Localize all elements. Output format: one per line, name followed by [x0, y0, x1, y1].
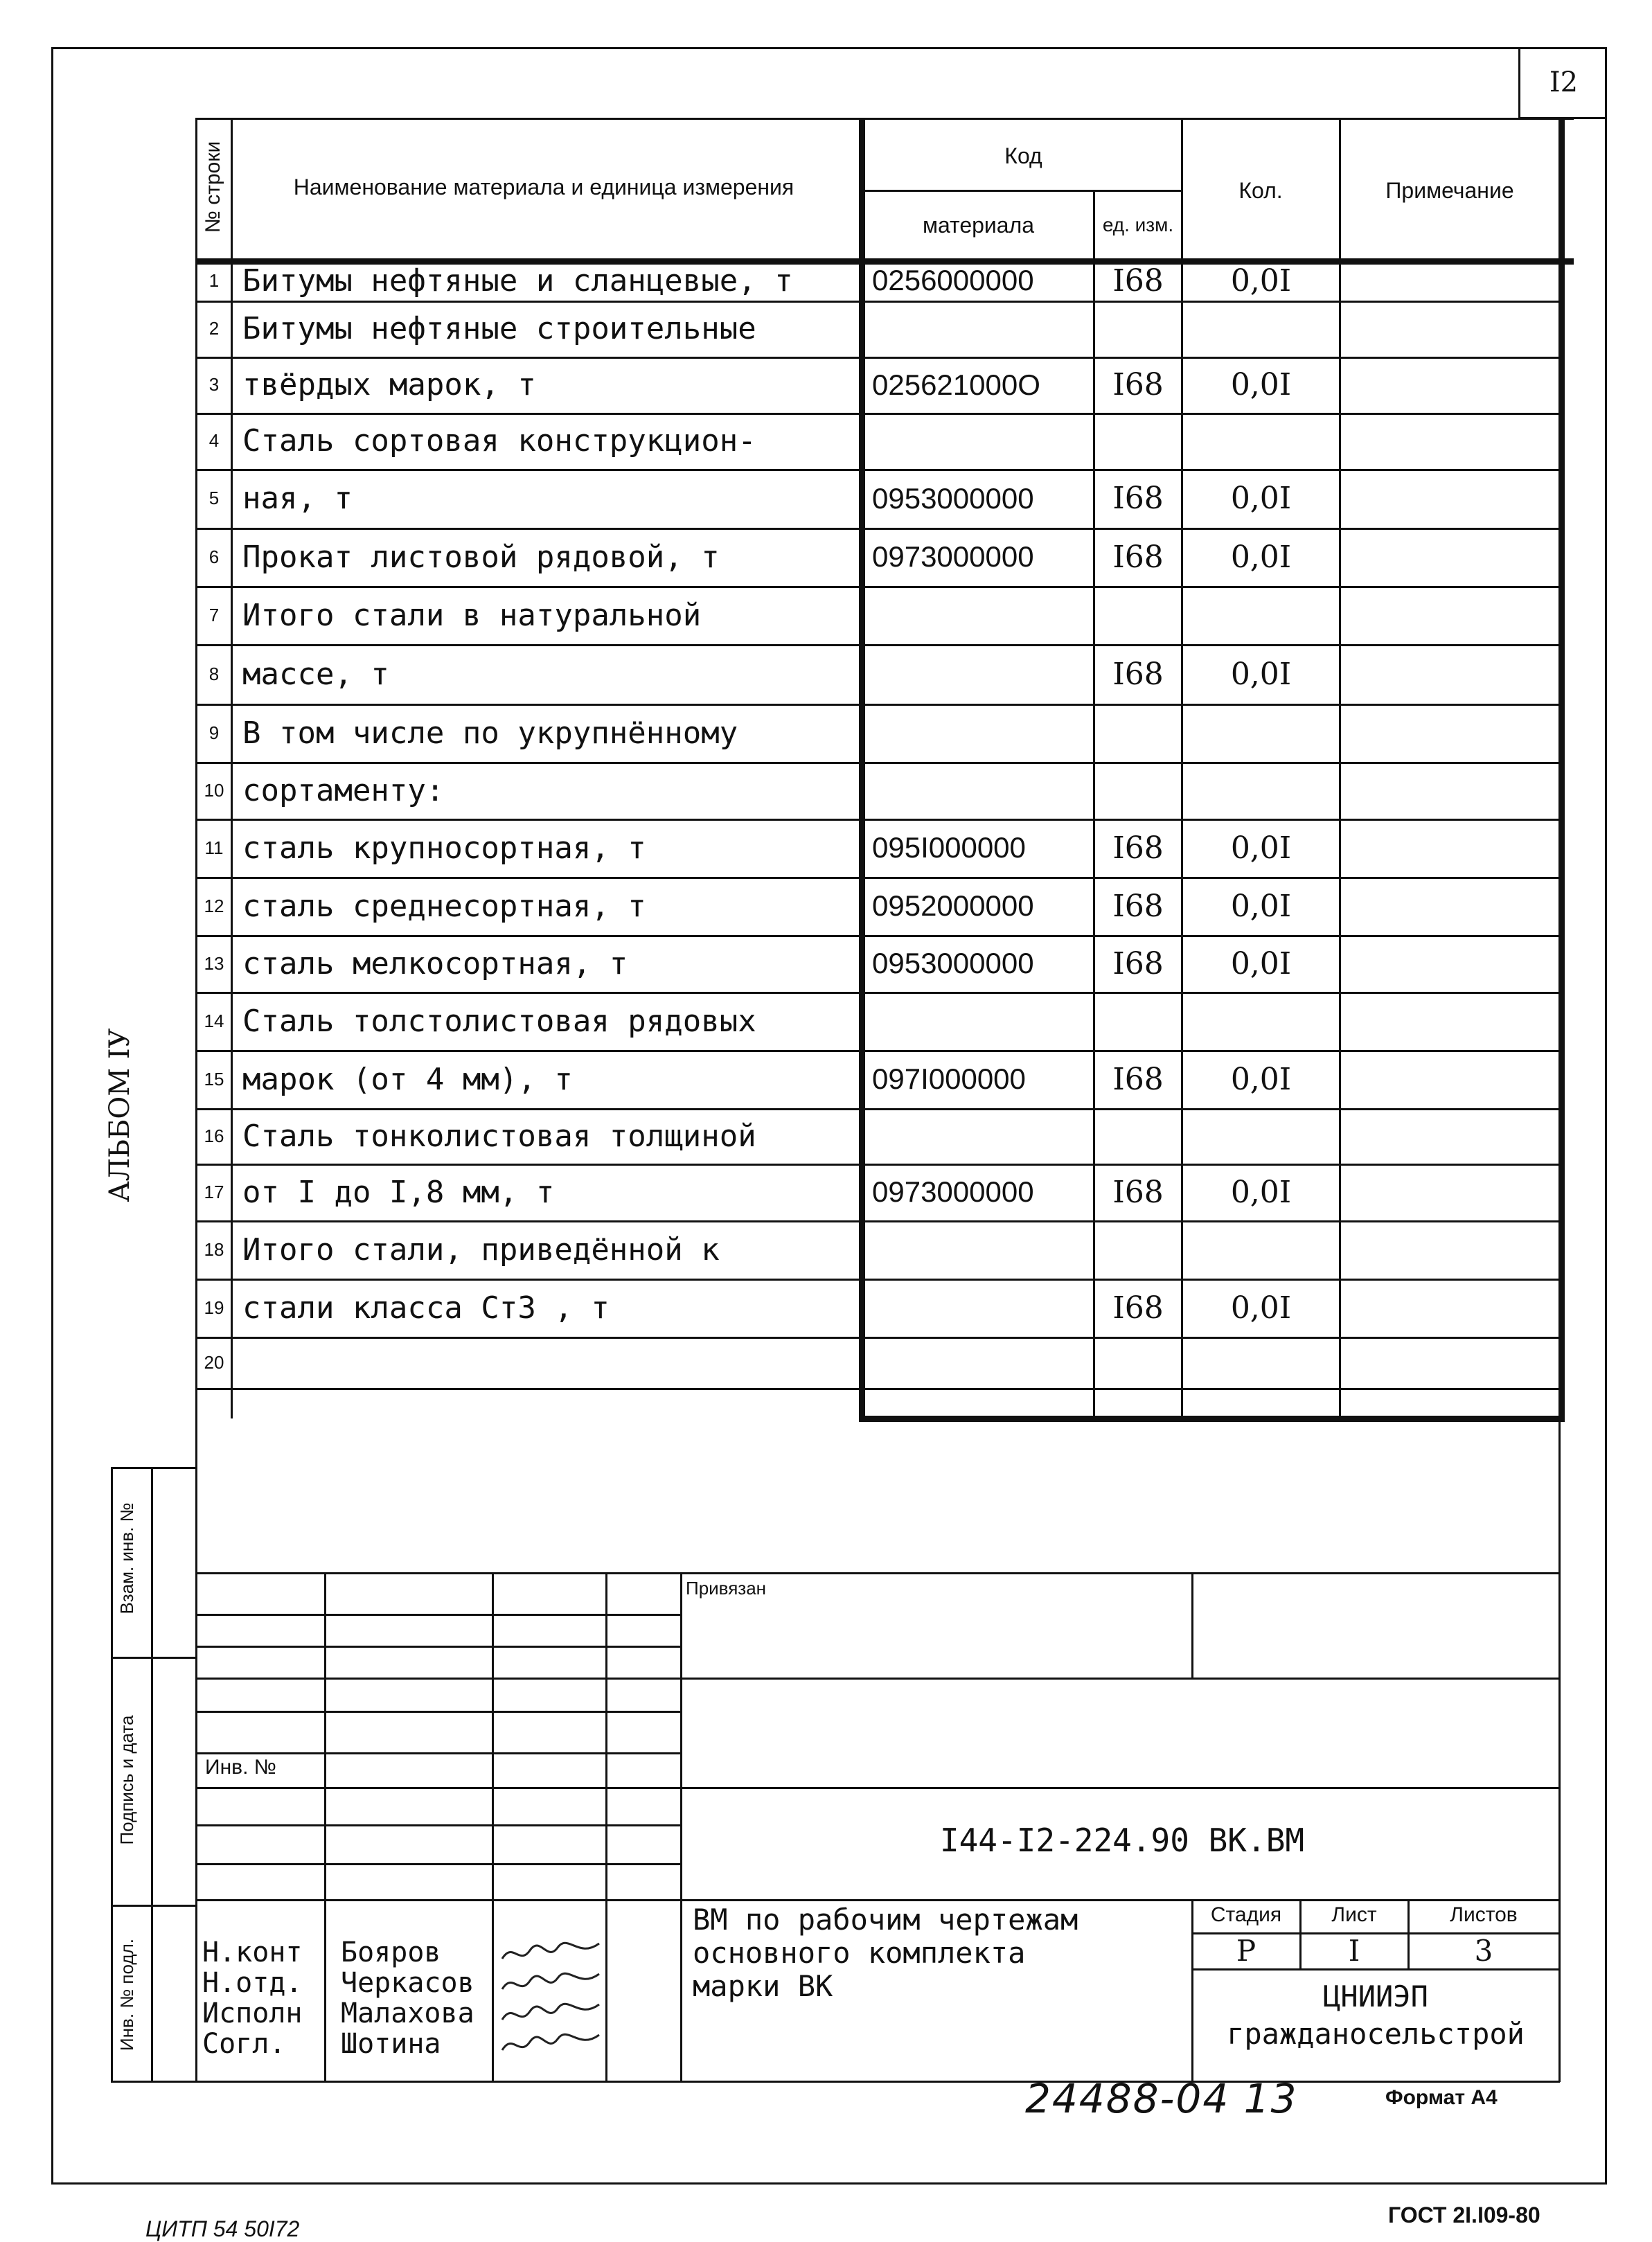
- signature-role: Н.конт: [202, 1937, 303, 1968]
- material-name: сортаменту:: [242, 772, 445, 808]
- quantity: 0,0I: [1230, 1290, 1292, 1326]
- unit-code: [1095, 301, 1181, 357]
- unit-code: I68: [1112, 945, 1164, 981]
- page-number: I2: [1518, 47, 1607, 119]
- document-title: [693, 1903, 1078, 2003]
- sheet-value: I: [1348, 1934, 1360, 1968]
- org-line: гражданосельстрой: [1227, 2017, 1525, 2051]
- quantity: [1183, 1220, 1339, 1279]
- tb-line: [195, 1572, 1560, 1574]
- tb-line: [195, 1824, 680, 1826]
- material-code: [865, 1337, 1100, 1388]
- stage-value: Р: [1236, 1934, 1256, 1968]
- quantity: 0,0I: [1230, 1174, 1292, 1210]
- material-code: [865, 762, 1100, 819]
- material-name: [233, 1337, 866, 1388]
- title-line: марки ВК: [693, 1969, 833, 2003]
- material-name: марок (от 4 мм), т: [242, 1061, 573, 1097]
- quantity: [1183, 1337, 1339, 1388]
- title-line: основного комплекта: [693, 1936, 1026, 1970]
- tb-line: [195, 1899, 1560, 1901]
- format-label: Формат А4: [1385, 2086, 1498, 2109]
- header-name: Наименование материала и единица измерения: [293, 174, 794, 199]
- signature-name: Бояров: [341, 1937, 441, 1968]
- material-code: 025621000О: [872, 368, 1040, 401]
- row-number: 6: [208, 546, 220, 567]
- unit-code: I68: [1112, 830, 1164, 866]
- unit-code: I68: [1112, 539, 1164, 575]
- quantity: [1183, 413, 1339, 469]
- material-name: стали класса Ст3 , т: [242, 1290, 610, 1326]
- material-code: 095I000000: [872, 831, 1026, 864]
- quantity: [1183, 762, 1339, 819]
- material-code: [865, 301, 1100, 357]
- unit-code: [1095, 762, 1181, 819]
- row-number: 4: [208, 430, 220, 451]
- sheets-value: 3: [1474, 1934, 1493, 1968]
- row-number: 3: [208, 374, 220, 395]
- tb-line: [324, 1572, 326, 2082]
- quantity: [1183, 992, 1339, 1050]
- tb-line: [195, 1418, 197, 2082]
- material-code: [865, 1220, 1100, 1279]
- material-code: 0952000000: [872, 889, 1034, 922]
- material-code: 097I000000: [872, 1062, 1026, 1095]
- quantity: 0,0I: [1230, 945, 1292, 981]
- row-number: 13: [204, 952, 224, 974]
- quantity: [1183, 301, 1339, 357]
- row-number: 18: [204, 1238, 224, 1260]
- material-code: 0953000000: [872, 481, 1034, 515]
- unit-code: I68: [1112, 888, 1164, 924]
- material-name: Итого стали в натуральной: [242, 597, 702, 633]
- row-number: 16: [204, 1125, 224, 1146]
- table-right-border: [1558, 118, 1565, 1418]
- privyazan-label: Привязан: [686, 1578, 767, 1599]
- header-row-no: № строки: [202, 141, 224, 233]
- material-code: 0973000000: [872, 1175, 1034, 1208]
- quantity: 0,0I: [1230, 656, 1292, 692]
- material-code: 0953000000: [872, 947, 1034, 979]
- tb-line: [1299, 1899, 1302, 1968]
- side-line: [151, 1467, 153, 2082]
- tb-line: [605, 1572, 607, 2082]
- material-name: В том числе по укрупнённому: [242, 715, 738, 751]
- tb-line: [195, 1752, 680, 1754]
- row-number: 8: [208, 663, 220, 684]
- material-code: [865, 1108, 1100, 1164]
- unit-code: [1095, 413, 1181, 469]
- material-code: [865, 704, 1100, 762]
- tb-line: [195, 1711, 680, 1713]
- side-line: [111, 1657, 197, 1659]
- material-name: Итого стали, приведённой к: [242, 1231, 720, 1267]
- quantity: 0,0I: [1230, 539, 1292, 575]
- signature-name: Шотина: [341, 2028, 441, 2060]
- material-code: 0973000000: [872, 540, 1034, 573]
- material-code: [865, 413, 1100, 469]
- note-divider: [1339, 118, 1341, 1418]
- side-line: [111, 1467, 197, 1469]
- quantity: 0,0I: [1230, 830, 1292, 866]
- unit-code: [1095, 586, 1181, 644]
- row-number: 11: [204, 837, 224, 858]
- podpis-label: Подпись и дата: [116, 1715, 137, 1845]
- material-code: 0256000000: [872, 264, 1034, 296]
- row-number: 7: [208, 604, 220, 625]
- footer-left-code: ЦИТП 54 50I72: [145, 2216, 300, 2241]
- table-top-border: [195, 118, 1574, 120]
- signature-name: Черкасов: [341, 1967, 474, 1999]
- tb-line: [1407, 1899, 1410, 1968]
- unit-code: [1095, 992, 1181, 1050]
- sheets-label: Листов: [1450, 1903, 1518, 1926]
- unit-code: I68: [1112, 1061, 1164, 1097]
- stage-label: Стадия: [1210, 1903, 1282, 1926]
- material-name: сталь крупносортная, т: [242, 830, 646, 866]
- material-code: [865, 586, 1100, 644]
- sheet-label: Лист: [1331, 1903, 1377, 1926]
- side-line: [111, 1467, 113, 2082]
- row-number: 17: [204, 1181, 224, 1202]
- material-name: сталь среднесортная, т: [242, 888, 646, 924]
- organization: [1194, 1978, 1557, 2053]
- header-qty: Кол.: [1238, 177, 1283, 203]
- tb-line: [1558, 1418, 1561, 2082]
- tb-line: [1191, 1968, 1560, 1970]
- org-line: ЦНИИЭП: [1323, 1979, 1428, 2013]
- row-number: 10: [204, 779, 224, 801]
- inv-no-label: Инв. №: [205, 1756, 276, 1779]
- handwritten-signature: [499, 1999, 603, 2029]
- unit-code: I68: [1112, 367, 1164, 402]
- header-unit: ед. изм.: [1102, 214, 1174, 236]
- material-name: Битумы нефтяные и сланцевые, т: [242, 263, 793, 299]
- row-number: 14: [204, 1010, 224, 1031]
- album-label: АЛЬБОМ IУ: [104, 1028, 136, 1202]
- row-number: 20: [204, 1351, 224, 1373]
- tb-line: [111, 2081, 1560, 2083]
- row-number: 19: [204, 1297, 224, 1318]
- unit-code: [1095, 1220, 1181, 1279]
- signature-role: Исполн: [202, 1998, 303, 2029]
- material-name: твёрдых марок, т: [242, 367, 536, 402]
- quantity: [1183, 704, 1339, 762]
- unit-code: I68: [1112, 1290, 1164, 1326]
- row-number: 9: [208, 722, 220, 743]
- code-subheader-line: [859, 190, 1182, 192]
- unit-code: I68: [1112, 481, 1164, 516]
- document-code: I44-I2-224.90 ВК.ВМ: [939, 1822, 1305, 1859]
- row-separator: [195, 1388, 1563, 1390]
- inv-podl-label: Инв. № подл.: [116, 1939, 137, 2051]
- table-bottom-thick: [859, 1416, 1565, 1422]
- handwritten-signature: [499, 1938, 603, 1968]
- quantity: 0,0I: [1230, 263, 1292, 299]
- tb-line: [195, 1863, 680, 1865]
- row-number: 2: [208, 318, 220, 339]
- material-name: Сталь сортовая конструкцион-: [242, 423, 756, 459]
- header-note: Примечание: [1385, 177, 1514, 203]
- signature-role: Согл.: [202, 2028, 286, 2060]
- quantity: 0,0I: [1230, 1061, 1292, 1097]
- tb-line: [1191, 1899, 1193, 2082]
- unit-code: [1095, 704, 1181, 762]
- handwritten-signature: [499, 2029, 603, 2060]
- side-line: [111, 1905, 197, 1907]
- material-name: Сталь толстолистовая рядовых: [242, 1003, 756, 1039]
- unit-code: I68: [1112, 1174, 1164, 1210]
- unit-code: [1095, 1108, 1181, 1164]
- title-line: ВМ по рабочим чертежам: [693, 1903, 1078, 1937]
- material-code: [865, 1279, 1100, 1337]
- header-code: Код: [1004, 143, 1042, 168]
- material-code: [865, 992, 1100, 1050]
- quantity: [1183, 586, 1339, 644]
- signature-name: Малахова: [341, 1998, 474, 2029]
- material-code: [865, 644, 1100, 704]
- quantity: [1183, 1108, 1339, 1164]
- material-name: сталь мелкосортная, т: [242, 945, 628, 981]
- material-name: ная, т: [242, 481, 353, 516]
- vzam-inv-label: Взам. инв. №: [116, 1502, 137, 1614]
- material-name: Прокат листовой рядовой, т: [242, 539, 720, 575]
- material-name: Битумы нефтяные строительные: [242, 311, 756, 346]
- signature-role: Н.отд.: [202, 1967, 303, 1999]
- unit-code: I68: [1112, 263, 1164, 299]
- row-number: 15: [204, 1068, 224, 1089]
- tb-line: [680, 1572, 682, 2082]
- handwritten-number: 24488-04 13: [1025, 2075, 1298, 2122]
- row-number: 12: [204, 895, 224, 916]
- tb-line: [195, 1787, 1560, 1789]
- row-number: 5: [208, 488, 220, 508]
- quantity: 0,0I: [1230, 888, 1292, 924]
- tb-line: [1191, 1572, 1193, 1679]
- material-name: Сталь тонколистовая толщиной: [242, 1118, 756, 1154]
- material-name: массе, т: [242, 656, 389, 692]
- quantity: 0,0I: [1230, 481, 1292, 516]
- quantity: 0,0I: [1230, 367, 1292, 402]
- unit-code: I68: [1112, 656, 1164, 692]
- tb-line: [492, 1572, 494, 2082]
- tb-line: [195, 1678, 1560, 1680]
- handwritten-signature: [499, 1968, 603, 1999]
- header-material: материала: [922, 212, 1035, 238]
- tb-line: [195, 1646, 680, 1648]
- row-number: 1: [208, 269, 220, 291]
- material-name: от I до I,8 мм, т: [242, 1174, 555, 1210]
- unit-code: [1095, 1337, 1181, 1388]
- tb-line: [195, 1614, 680, 1616]
- gost-label: ГОСТ 2I.I09-80: [1388, 2203, 1540, 2227]
